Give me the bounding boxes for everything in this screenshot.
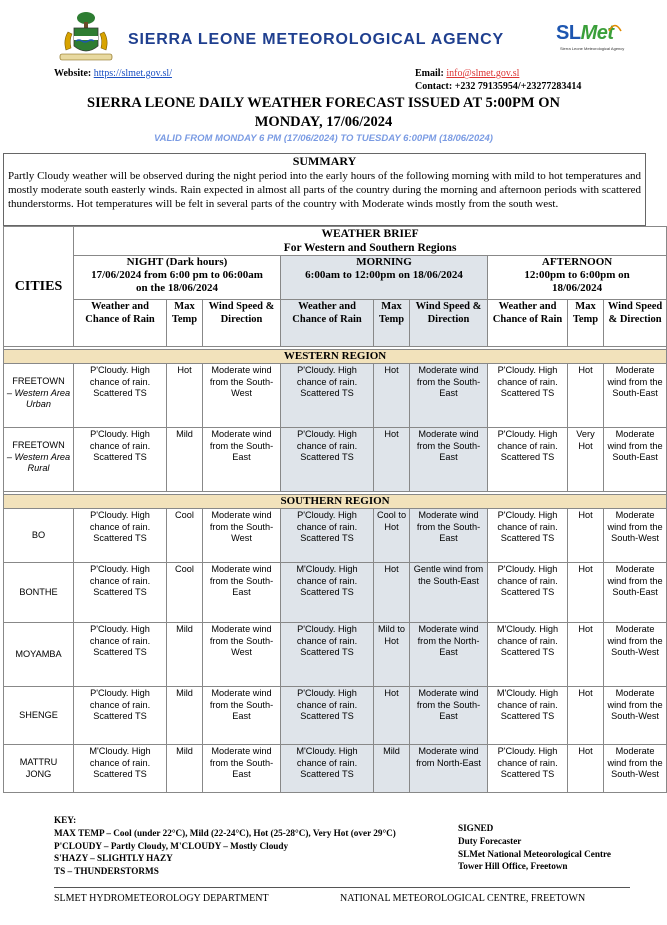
morning-wind-cell: Moderate wind from the South-East — [410, 428, 488, 492]
contact-line: Contact: +232 79135954/+23277283414 — [415, 81, 582, 92]
weather-brief-title: WEATHER BRIEF — [321, 228, 419, 240]
weather-brief-header — [74, 227, 667, 256]
key-thunderstorms: TS – THUNDERSTORMS — [54, 866, 159, 877]
morning-temp-cell: Cool to Hot — [374, 509, 410, 563]
night-period-header — [74, 256, 281, 300]
document-title — [0, 94, 647, 132]
morning-temp-cell: Hot — [374, 687, 410, 745]
afternoon-weather-header: Weather and Chance of Rain — [488, 300, 568, 347]
afternoon-temp-header: Max Temp — [568, 300, 604, 347]
key-hazy: S'HAZY – SLIGHTLY HAZY — [54, 853, 173, 864]
signed-role: Duty Forecaster — [458, 835, 522, 846]
afternoon-temp-cell: Very Hot — [568, 428, 604, 492]
summary-heading: SUMMARY — [292, 154, 357, 168]
night-wind-cell: Moderate wind from the South-East — [203, 428, 281, 492]
afternoon-range-end: 18/06/2024 — [552, 282, 603, 294]
city-name: MOYAMBA — [15, 648, 62, 659]
western-region-header: WESTERN REGION — [4, 350, 667, 364]
logo-subtitle: Sierra Leone Meteorological Agency — [560, 46, 625, 51]
city-name: FREETOWN — [12, 440, 65, 450]
footer-centre: NATIONAL METEOROLOGICAL CENTRE, FREETOWN — [340, 893, 586, 904]
morning-wind-header: Wind Speed & Direction — [410, 300, 488, 347]
morning-wind-cell: Moderate wind from the South-East — [410, 687, 488, 745]
night-wind-cell: Moderate wind from the South-East — [203, 563, 281, 623]
morning-temp-cell: Hot — [374, 563, 410, 623]
morning-wind-cell: Moderate wind from the North-East — [410, 623, 488, 687]
forecast-table — [3, 226, 667, 793]
city-cell — [4, 623, 74, 687]
morning-weather-cell: P'Cloudy. High chance of rain. Scattered TS — [281, 623, 374, 687]
title-line-1: SIERRA LEONE DAILY WEATHER FORECAST ISSUED AT 5:00PM ON — [87, 95, 560, 111]
night-title: NIGHT (Dark hours) — [126, 256, 228, 268]
night-temp-cell: Mild — [167, 745, 203, 793]
key-cloudy: P'CLOUDY – Partly Cloudy, M'CLOUDY – Mostly Cloudy — [54, 840, 289, 851]
city-cell — [4, 745, 74, 793]
key-max-temp: MAX TEMP – Cool (under 22°C), Mild (22-24°C), Hot (25-28°C), Very Hot (over 29°C) — [54, 827, 396, 838]
logo-met-text: Met — [580, 22, 614, 44]
southern-region-header: SOUTHERN REGION — [4, 495, 667, 509]
afternoon-wind-cell: Moderate wind from the South-West — [604, 745, 667, 793]
forecast-row — [4, 364, 667, 428]
forecast-row — [4, 428, 667, 492]
night-wind-cell: Moderate wind from the South-West — [203, 364, 281, 428]
night-weather-cell: P'Cloudy. High chance of rain. Scattered TS — [74, 623, 167, 687]
city-name: FREETOWN — [12, 376, 65, 386]
night-weather-cell: P'Cloudy. High chance of rain. Scattered TS — [74, 364, 167, 428]
morning-temp-cell: Mild — [374, 745, 410, 793]
city-area: – Western Area Rural — [6, 451, 71, 473]
night-weather-cell: P'Cloudy. High chance of rain. Scattered TS — [74, 687, 167, 745]
agency-name: SIERRA LEONE METEOROLOGICAL AGENCY — [128, 31, 504, 48]
city-cell — [4, 428, 74, 492]
city-cell — [4, 687, 74, 745]
website-line — [54, 68, 172, 79]
morning-period-header — [281, 256, 488, 300]
night-wind-cell: Moderate wind from the South-West — [203, 509, 281, 563]
night-weather-cell: M'Cloudy. High chance of rain. Scattered TS — [74, 745, 167, 793]
night-weather-header: Weather and Chance of Rain — [74, 300, 167, 347]
afternoon-weather-cell: M'Cloudy. High chance of rain. Scattered TS — [488, 687, 568, 745]
night-range: 17/06/2024 from 6:00 pm to 06:00am — [91, 269, 263, 281]
night-temp-header: Max Temp — [167, 300, 203, 347]
morning-weather-cell: P'Cloudy. High chance of rain. Scattered TS — [281, 428, 374, 492]
signed-office: Tower Hill Office, Freetown — [458, 861, 568, 872]
signed-section — [458, 822, 611, 873]
night-temp-cell: Cool — [167, 509, 203, 563]
afternoon-period-header — [488, 256, 667, 300]
morning-weather-cell: P'Cloudy. High chance of rain. Scattered TS — [281, 364, 374, 428]
signed-heading: SIGNED — [458, 823, 494, 833]
footer-department: SLMET HYDROMETEOROLOGY DEPARTMENT — [54, 893, 269, 904]
night-temp-cell: Mild — [167, 623, 203, 687]
morning-weather-cell: M'Cloudy. High chance of rain. Scattered TS — [281, 563, 374, 623]
coat-of-arms-icon — [54, 10, 118, 62]
morning-temp-header: Max Temp — [374, 300, 410, 347]
morning-temp-cell: Hot — [374, 428, 410, 492]
city-name: SHENGE — [19, 709, 58, 720]
signed-centre: SLMet National Meteorological Centre — [458, 848, 612, 859]
afternoon-temp-cell: Hot — [568, 509, 604, 563]
afternoon-title: AFTERNOON — [541, 256, 613, 268]
forecast-row — [4, 509, 667, 563]
summary-text: Partly Cloudy weather will be observed during the night period into the early hours of the following morning with mild to hot temperatures and mostly moderate south easterly winds. Rain expected in almost all parts of the country during the morning and afternoon periods with scattered thunderstorms. Hot temperatures will be felt in several parts of the country with Moderate winds mostly from the south west. — [8, 170, 641, 211]
night-temp-cell: Cool — [167, 563, 203, 623]
city-name: BO — [31, 529, 46, 540]
morning-weather-cell: P'Cloudy. High chance of rain. Scattered TS — [281, 687, 374, 745]
night-temp-cell: Hot — [167, 364, 203, 428]
cities-header: CITIES — [4, 227, 74, 347]
city-cell — [4, 509, 74, 563]
key-section — [54, 814, 396, 878]
afternoon-temp-cell: Hot — [568, 364, 604, 428]
city-cell — [4, 563, 74, 623]
city-cell — [4, 364, 74, 428]
afternoon-wind-cell: Moderate wind from the South-West — [604, 687, 667, 745]
afternoon-wind-cell: Moderate wind from the South-West — [604, 623, 667, 687]
morning-weather-header: Weather and Chance of Rain — [281, 300, 374, 347]
afternoon-wind-cell: Moderate wind from the South-West — [604, 509, 667, 563]
footer-divider — [54, 887, 630, 888]
afternoon-weather-cell: P'Cloudy. High chance of rain. Scattered TS — [488, 509, 568, 563]
website-link[interactable]: https://slmet.gov.sl/ — [93, 68, 172, 79]
afternoon-temp-cell: Hot — [568, 745, 604, 793]
afternoon-temp-cell: Hot — [568, 623, 604, 687]
afternoon-temp-cell: Hot — [568, 563, 604, 623]
morning-wind-cell: Moderate wind from North-East — [410, 745, 488, 793]
night-temp-cell: Mild — [167, 428, 203, 492]
morning-range: 6:00am to 12:00pm on 18/06/2024 — [305, 269, 463, 281]
morning-weather-cell: P'Cloudy. High chance of rain. Scattered TS — [281, 509, 374, 563]
validity-period: VALID FROM MONDAY 6 PM (17/06/2024) TO TUESDAY 6:00PM (18/06/2024) — [154, 133, 493, 144]
email-line — [415, 68, 519, 79]
key-heading: KEY: — [54, 815, 77, 825]
afternoon-wind-header: Wind Speed & Direction — [604, 300, 667, 347]
afternoon-weather-cell: P'Cloudy. High chance of rain. Scattered TS — [488, 364, 568, 428]
afternoon-wind-cell: Moderate wind from the South-East — [604, 428, 667, 492]
forecast-row — [4, 623, 667, 687]
logo-sun-icon — [608, 22, 622, 32]
email-link[interactable]: info@slmet.gov.sl — [446, 68, 520, 79]
forecast-row — [4, 687, 667, 745]
night-wind-header: Wind Speed & Direction — [203, 300, 281, 347]
night-weather-cell: P'Cloudy. High chance of rain. Scattered TS — [74, 509, 167, 563]
afternoon-weather-cell: P'Cloudy. High chance of rain. Scattered TS — [488, 745, 568, 793]
email-label: Email: — [415, 68, 444, 79]
morning-wind-cell: Moderate wind from the South-East — [410, 509, 488, 563]
morning-temp-cell: Hot — [374, 364, 410, 428]
afternoon-temp-cell: Hot — [568, 687, 604, 745]
night-wind-cell: Moderate wind from the South-East — [203, 745, 281, 793]
morning-wind-cell: Moderate wind from the South-East — [410, 364, 488, 428]
morning-title: MORNING — [356, 256, 412, 268]
slmet-logo — [556, 22, 628, 54]
summary-box — [3, 153, 646, 226]
morning-weather-cell: M'Cloudy. High chance of rain. Scattered TS — [281, 745, 374, 793]
afternoon-weather-cell: M'Cloudy. High chance of rain. Scattered TS — [488, 623, 568, 687]
weather-brief-subtitle: For Western and Southern Regions — [283, 242, 457, 254]
website-label: Website: — [54, 68, 92, 79]
city-area: – Western Area Urban — [6, 387, 71, 409]
afternoon-wind-cell: Moderate wind from the South-East — [604, 563, 667, 623]
night-weather-cell: P'Cloudy. High chance of rain. Scattered TS — [74, 563, 167, 623]
afternoon-weather-cell: P'Cloudy. High chance of rain. Scattered TS — [488, 428, 568, 492]
morning-wind-cell: Gentle wind from the South-East — [410, 563, 488, 623]
afternoon-range: 12:00pm to 6:00pm on — [524, 269, 630, 281]
city-name: MATTRU JONG — [19, 757, 58, 779]
night-wind-cell: Moderate wind from the South-West — [203, 623, 281, 687]
night-temp-cell: Mild — [167, 687, 203, 745]
letterhead — [0, 0, 647, 64]
logo-sl-text: SL — [556, 22, 581, 44]
night-wind-cell: Moderate wind from the South-East — [203, 687, 281, 745]
city-name: BONTHE — [19, 586, 58, 597]
title-line-2: MONDAY, 17/06/2024 — [254, 114, 393, 130]
afternoon-weather-cell: P'Cloudy. High chance of rain. Scattered TS — [488, 563, 568, 623]
forecast-row — [4, 563, 667, 623]
night-weather-cell: P'Cloudy. High chance of rain. Scattered TS — [74, 428, 167, 492]
night-range-end: on the 18/06/2024 — [136, 282, 218, 294]
forecast-row — [4, 745, 667, 793]
afternoon-wind-cell: Moderate wind from the South-East — [604, 364, 667, 428]
morning-temp-cell: Mild to Hot — [374, 623, 410, 687]
